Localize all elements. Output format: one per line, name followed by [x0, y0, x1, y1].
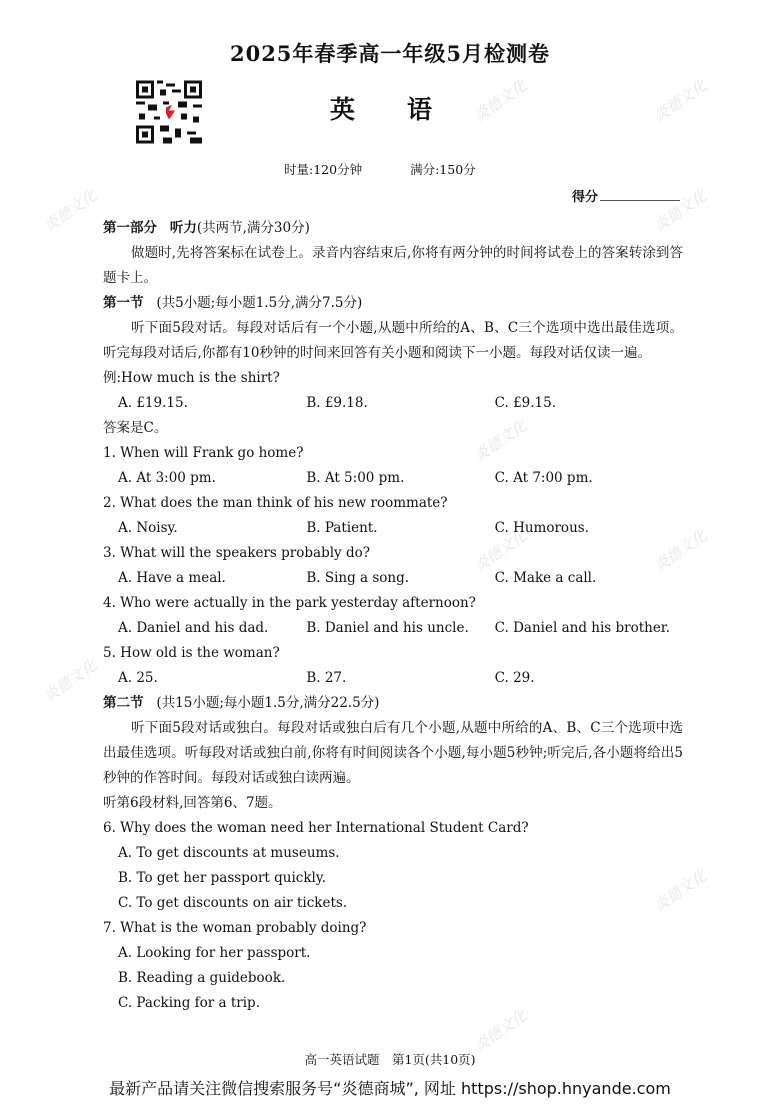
qr-code	[136, 80, 202, 144]
full-score: 满分:150分	[410, 162, 476, 177]
subject-title: 英 语	[330, 95, 433, 124]
question: 1. When will Frank go home?	[103, 445, 304, 461]
watermark: 炎德文化	[470, 416, 531, 466]
watermark: 炎德文化	[470, 1006, 531, 1056]
example-options: A. £19.15. B. £9.18. C. £9.15.	[118, 395, 557, 411]
part1-instructions: 做题时,先将答案标在试卷上。录音内容结束后,你将有两分钟的时间将试卷上的答案转涂到答题卡上。	[103, 245, 683, 286]
option: A. 25.	[118, 670, 158, 686]
example-question: 例:How much is the shirt?	[103, 370, 280, 386]
option: B. Patient.	[306, 520, 378, 536]
exam-title: 2025年春季高一年级5月检测卷	[229, 41, 551, 66]
watermark: 炎德文化	[650, 186, 711, 236]
watermark: 炎德文化	[650, 866, 711, 916]
option: A. Daniel and his dad.	[118, 620, 269, 636]
option: A. Looking for her passport.	[118, 945, 311, 961]
score-blank	[600, 188, 680, 201]
question-options	[103, 666, 683, 691]
option: C. To get discounts on air tickets.	[118, 895, 348, 911]
question-options	[103, 566, 683, 591]
footer-ad: 最新产品请关注微信搜索服务号“炎德商城”, 网址 https://shop.hnyande.com	[109, 1079, 671, 1098]
score-field: 得分	[572, 186, 680, 205]
option: B. Reading a guidebook.	[118, 970, 286, 986]
option: B. At 5:00 pm.	[306, 470, 405, 486]
question: 2. What does the man think of his new roommate?	[103, 495, 448, 511]
watermark: 炎德文化	[40, 656, 101, 706]
option: C. Humorous.	[494, 520, 589, 536]
time-limit: 时量:120分钟	[284, 162, 363, 177]
question: 7. What is the woman probably doing?	[103, 920, 367, 936]
section2-instructions: 听下面5段对话或独白。每段对话或独白后有几个小题,从题中所给的A、B、C三个选项中选出最佳选项。听每段对话或独白前,你将有时间阅读各个小题,每小题5秒钟;听完后,各小题将给出5秒钟的作答时间。每段对话或独白读两遍。	[103, 720, 683, 786]
question: 3. What will the speakers probably do?	[103, 545, 370, 561]
exam-meta	[284, 160, 476, 178]
option: C. Daniel and his brother.	[494, 620, 671, 636]
material-note: 听第6段材料,回答第6、7题。	[103, 795, 282, 811]
watermark: 炎德文化	[650, 76, 711, 126]
question-options	[103, 516, 683, 541]
question-options	[103, 466, 683, 491]
watermark: 炎德文化	[650, 526, 711, 576]
option: C. 29.	[494, 670, 535, 686]
question: 6. Why does the woman need her International Student Card?	[103, 820, 529, 836]
page-footer: 高一英语试题 第1页(共10页)	[304, 1052, 476, 1067]
option: C. Make a call.	[494, 570, 597, 586]
option: A. Have a meal.	[118, 570, 226, 586]
question: 5. How old is the woman?	[103, 645, 280, 661]
option: C. At 7:00 pm.	[494, 470, 593, 486]
option: A. To get discounts at museums.	[118, 845, 340, 861]
section1-heading: 第一节 (共5小题;每小题1.5分,满分7.5分)	[103, 295, 363, 311]
option: B. To get her passport quickly.	[118, 870, 326, 886]
section2-heading: 第二节 (共15小题;每小题1.5分,满分22.5分)	[103, 695, 380, 711]
option: A. At 3:00 pm.	[118, 470, 216, 486]
option: C. Packing for a trip.	[118, 995, 260, 1011]
question: 4. Who were actually in the park yesterday afternoon?	[103, 595, 476, 611]
exam-content	[103, 216, 683, 1016]
watermark: 炎德文化	[40, 186, 101, 236]
watermark: 炎德文化	[470, 526, 531, 576]
option: B. 27.	[306, 670, 347, 686]
option: B. Daniel and his uncle.	[306, 620, 469, 636]
option: A. Noisy.	[118, 520, 178, 536]
part1-heading: 第一部分 听力(共两节,满分30分)	[103, 220, 310, 236]
section1-instructions: 听下面5段对话。每段对话后有一个小题,从题中所给的A、B、C三个选项中选出最佳选项。听完每段对话后,你都有10秒钟的时间来回答有关小题和阅读下一小题。每段对话仅读一遍。	[103, 320, 683, 361]
example-answer: 答案是C。	[103, 420, 168, 436]
question-options	[103, 616, 683, 641]
watermark: 炎德文化	[470, 76, 531, 126]
option: B. Sing a song.	[306, 570, 410, 586]
